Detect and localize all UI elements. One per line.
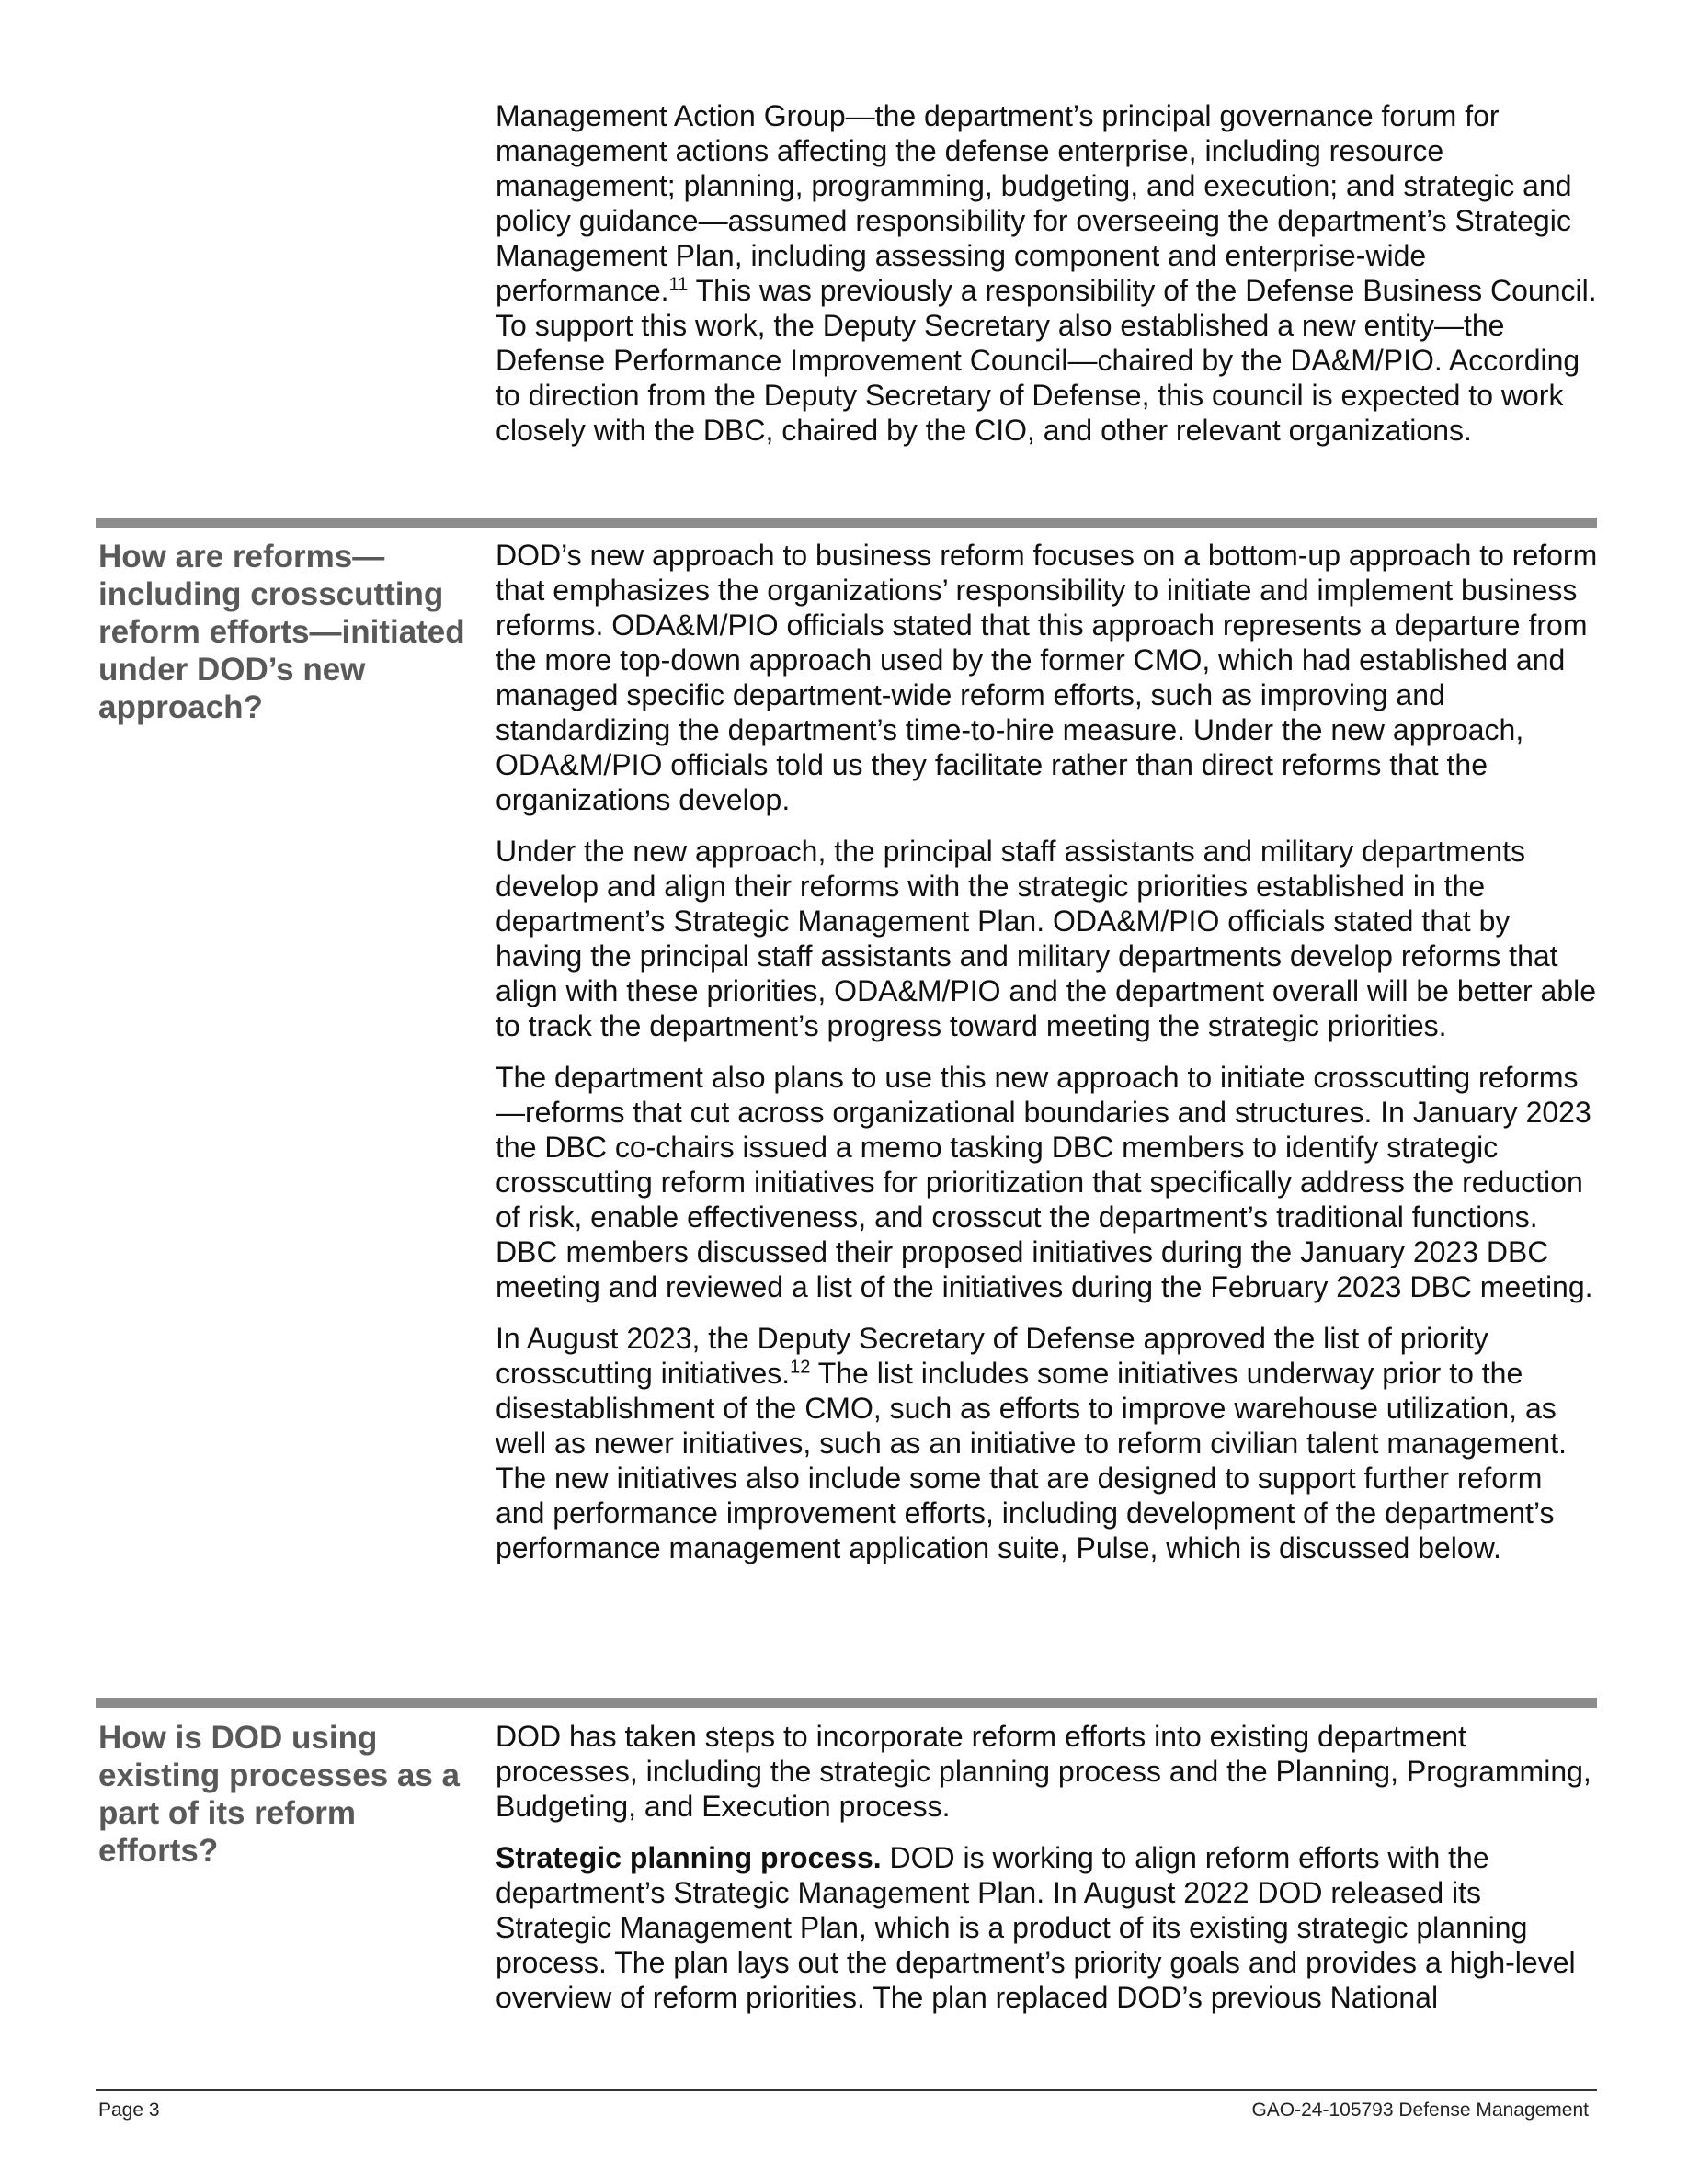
section2-body [496,1719,1599,2031]
section2-paragraph-1: DOD has taken steps to incorporate reform efforts into existing department processes, including the strategic planning process and the Planning, Programming, Budgeting, and Execution process. [496,1720,1591,1823]
strategic-planning-lead-in: Strategic planning process. [496,1841,882,1874]
section1-p4-text-b: The list includes some initiatives underway prior to the disestablishment of the CMO, such as efforts to improve warehouse utilization, as well as newer initiatives, such as an initiative to reform civilian talent management. The new initiatives also include some that are designed to support further reform and performance improvement efforts, including development of the department’s performance management application suite, Pulse, which is discussed below. [496,1357,1567,1564]
section2-p2-text: DOD is working to align reform efforts with the department’s Strategic Management Plan. In August 2022 DOD released its Strategic Management Plan, which is a product of its existing strategic planning process. The plan lays out the department’s priority goals and provides a high-level overview of reform priorities. The plan replaced DOD’s previous National [496,1841,1576,2014]
section1-paragraph-2: Under the new approach, the principal staff assistants and military departments develop and align their reforms with the strategic priorities established in the department’s Strategic Management Plan. ODA&M/PIO officials stated that by having the principal staff assistants and military departments develop reforms that align with these priorities, ODA&M/PIO and the department overall will be better able to track the department’s progress toward meeting the strategic priorities. [496,835,1597,1042]
footer-divider [96,2089,1597,2091]
section2-paragraph-2 [496,1840,1599,2015]
section-divider-2 [96,1698,1597,1708]
intro-paragraph [496,98,1599,448]
section1-body [496,538,1599,1582]
footnote-ref-11[interactable]: 11 [668,274,689,295]
footnote-ref-12[interactable]: 12 [790,1357,811,1378]
intro-block [496,98,1599,448]
section1-paragraph-1: DOD’s new approach to business reform focuses on a bottom-up approach to reform that emphasizes the organizations’ responsibility to initiate and implement business reforms. ODA&M/PIO officials stated that this approach represents a departure from the more top-down approach used by the former CMO, which had established and managed specific department-wide reform efforts, such as improving and standardizing the department’s time-to-hire measure. Under the new approach, ODA&M/PIO officials told us they facilitate rather than direct reforms that the organizations develop. [496,539,1598,816]
section2-question-heading: How is DOD using existing processes as a part of its reform efforts? [98,1720,460,1869]
intro-text-b: This was previously a responsibility of the Defense Business Council. To support this work, the Deputy Secretary also established a new entity—the Defense Performance Improvement Council—chaired by the DA&M/PIO. According to direction from the Deputy Secretary of Defense, this council is expected to work closely with the DBC, chaired by the CIO, and other relevant organizations. [496,274,1597,447]
section1-paragraph-4 [496,1321,1599,1565]
section1-paragraph-3: The department also plans to use this new approach to initiate crosscutting reforms—reforms that cut across organizational boundaries and structures. In January 2023 the DBC co-chairs issued a memo tasking DBC members to identify strategic crosscutting reform initiatives for prioritization that specifically address the reduction of risk, enable effectiveness, and crosscut the department’s traditional functions. DBC members discussed their proposed initiatives during the January 2023 DBC meeting and reviewed a list of the initiatives during the February 2023 DBC meeting. [496,1061,1593,1303]
section-divider-1 [96,518,1597,528]
report-id: GAO-24-105793 Defense Management [1251,2099,1589,2121]
page-number: Page 3 [98,2099,160,2121]
section1-question-heading: How are reforms—including crosscutting reform efforts—initiated under DOD’s new approach? [98,539,465,725]
section1-p4-text-a: In August 2023, the Deputy Secretary of Defense approved the list of priority crosscutting initiatives. [496,1322,1488,1390]
intro-text-a: Management Action Group—the department’s principal governance forum for management actions affecting the defense enterprise, including resource management; planning, programming, budgeting, and execution; and strategic and policy guidance—assumed responsibility for overseeing the department’s Strategic Management Plan, including assessing component and enterprise-wide performance. [496,99,1572,307]
